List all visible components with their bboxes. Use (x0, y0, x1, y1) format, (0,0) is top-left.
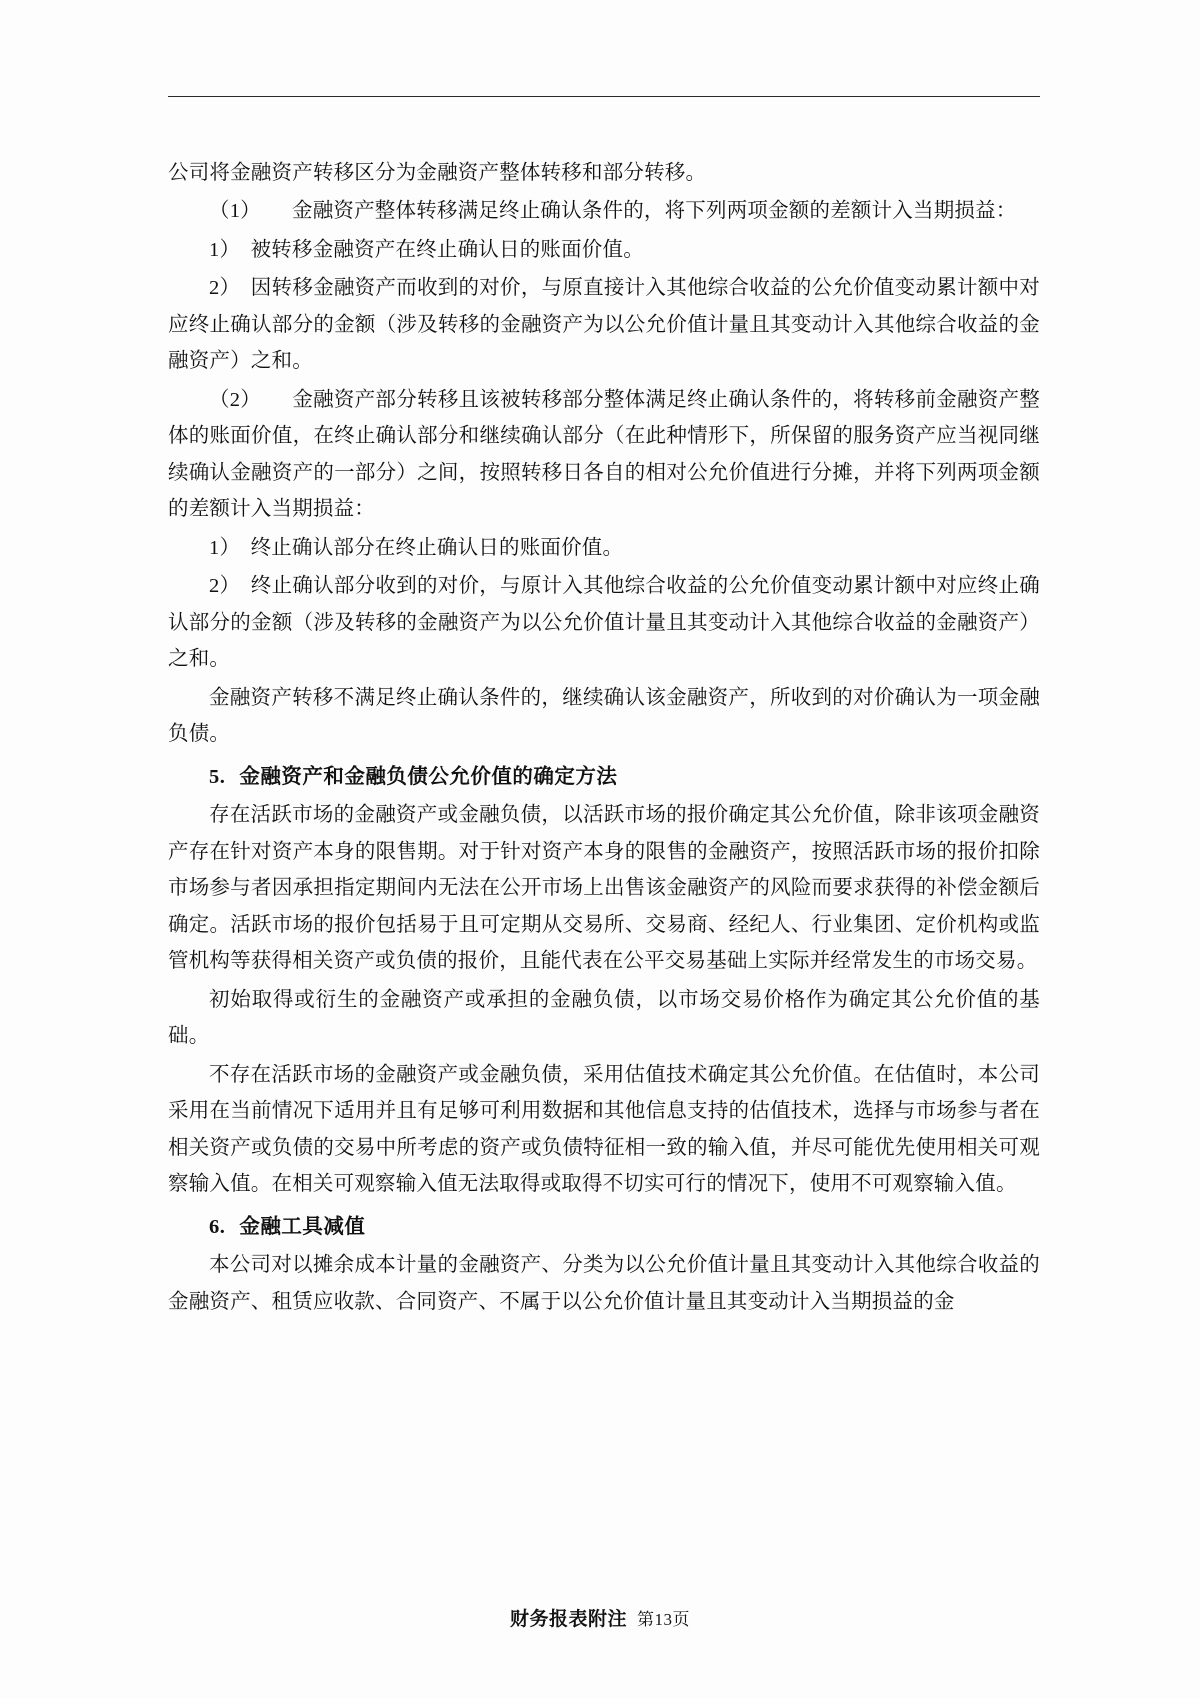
section-title-6: 金融工具减值 (239, 1215, 366, 1238)
section-number-5: 5. (209, 765, 226, 788)
footer-label: 财务报表附注 (509, 1609, 627, 1630)
paragraph-intro: 公司将金融资产转移区分为金融资产整体转移和部分转移。 (168, 162, 707, 184)
page-content (168, 96, 1040, 1322)
header-rule (168, 96, 1040, 97)
section-heading-6 (168, 1209, 1040, 1245)
section-5-paragraph-2: 初始取得或衍生的金融资产或承担的金融负债，以市场交易价格作为确定其公允价值的基础。 (168, 988, 1040, 1048)
paragraph-item-2-1: 1） 终止确认部分在终止确认日的账面价值。 (209, 536, 624, 559)
page-footer (0, 1604, 1200, 1631)
section-5-paragraph-3: 不存在活跃市场的金融资产或金融负债，采用估值技术确定其公允价值。在估值时，本公司采用在当前情况下适用并且有足够可利用数据和其他信息支持的估值技术，选择与市场参与者在相关资产或负债的交易中所考虑的资产或负债特征相一致的输入值，并尽可能优先使用相关可观察输入值。在相关可观察输入值无法取得或取得不切实可行的情况下，使用不可观察输入值。 (168, 1063, 1040, 1196)
footer-page-number: 第13页 (637, 1610, 690, 1629)
paragraph-item-1: （1） 金融资产整体转移满足终止确认条件的，将下列两项金额的差额计入当期损益： (209, 200, 1017, 223)
section-heading-5 (168, 759, 1040, 795)
section-5-paragraph-1: 存在活跃市场的金融资产或金融负债，以活跃市场的报价确定其公允价值，除非该项金融资产存在针对资产本身的限售期。对于针对资产本身的限售的金融资产，按照活跃市场的报价扣除市场参与者因承担指定期间内无法在公开市场上出售该金融资产的风险而要求获得的补偿金额后确定。活跃市场的报价包括易于且可定期从交易所、交易商、经纪人、行业集团、定价机构或监管机构等获得相关资产或负债的报价，且能代表在公平交易基础上实际并经常发生的市场交易。 (168, 804, 1040, 973)
section-number-6: 6. (209, 1215, 226, 1238)
paragraph-nontransfer: 金融资产转移不满足终止确认条件的，继续确认该金融资产，所收到的对价确认为一项金融负债。 (168, 686, 1040, 746)
paragraph-item-1-1: 1） 被转移金融资产在终止确认日的账面价值。 (209, 238, 644, 261)
section-6-paragraph-1: 本公司对以摊余成本计量的金融资产、分类为以公允价值计量且其变动计入其他综合收益的金融资产、租赁应收款、合同资产、不属于以公允价值计量且其变动计入当期损益的金 (168, 1254, 1040, 1313)
paragraph-item-2: （2） 金融资产部分转移且该被转移部分整体满足终止确认条件的，将转移前金融资产整体的账面价值，在终止确认部分和继续确认部分（在此种情形下，所保留的服务资产应当视同继续确认金融资产的一部分）之间，按照转移日各自的相对公允价值进行分摊，并将下列两项金额的差额计入当期损益： (168, 388, 1040, 521)
paragraph-item-1-2: 2） 因转移金融资产而收到的对价，与原直接计入其他综合收益的公允价值变动累计额中对应终止确认部分的金额（涉及转移的金融资产为以公允价值计量且其变动计入其他综合收益的金融资产）之和。 (168, 277, 1040, 373)
section-title-5: 金融资产和金融负债公允价值的确定方法 (239, 765, 618, 788)
paragraph-item-2-2: 2） 终止确认部分收到的对价，与原计入其他综合收益的公允价值变动累计额中对应终止确认部分的金额（涉及转移的金融资产为以公允价值计量且其变动计入其他综合收益的金融资产）之和。 (168, 575, 1040, 671)
